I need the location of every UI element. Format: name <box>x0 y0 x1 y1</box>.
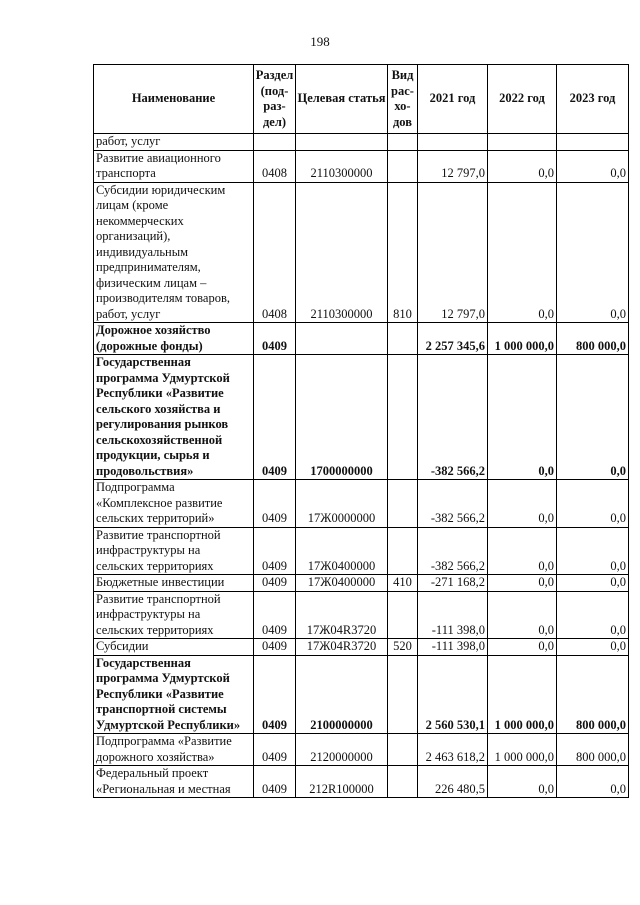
cell-section <box>254 134 296 151</box>
col-header-target: Целевая статья <box>296 65 388 134</box>
cell-name: Субсидии юридическим лицам (кроме некоммерческих организаций), индивидуальным предпринимателям, физическим лицам – производителям товаров, работ, услуг <box>94 182 254 323</box>
cell-y2021: 12 797,0 <box>418 182 488 323</box>
col-header-2021: 2021 год <box>418 65 488 134</box>
cell-name: Государственная программа Удмуртской Республики «Развитие сельского хозяйства и регулирования рынков сельскохозяйственной продукции, сырья и продовольствия» <box>94 355 254 480</box>
cell-name: Подпрограмма «Развитие дорожного хозяйства» <box>94 734 254 766</box>
cell-section: 0409 <box>254 591 296 639</box>
page-number: 198 <box>310 34 330 49</box>
cell-expense: 410 <box>388 575 418 592</box>
cell-y2021: -382 566,2 <box>418 480 488 528</box>
cell-y2022: 0,0 <box>488 575 557 592</box>
cell-section: 0408 <box>254 182 296 323</box>
cell-target: 2120000000 <box>296 734 388 766</box>
cell-expense <box>388 734 418 766</box>
col-header-2023: 2023 год <box>557 65 629 134</box>
table-row <box>94 527 629 575</box>
cell-target: 212R100000 <box>296 766 388 798</box>
cell-expense <box>388 527 418 575</box>
cell-y2022: 1 000 000,0 <box>488 734 557 766</box>
table-row <box>94 134 629 151</box>
cell-y2021: -111 398,0 <box>418 591 488 639</box>
cell-name: Субсидии <box>94 639 254 656</box>
cell-target: 2110300000 <box>296 150 388 182</box>
cell-name: Государственная программа Удмуртской Республики «Развитие транспортной системы Удмуртской Республики» <box>94 655 254 734</box>
cell-section: 0408 <box>254 150 296 182</box>
cell-target: 17Ж0400000 <box>296 527 388 575</box>
cell-name: Федеральный проект «Региональная и местная <box>94 766 254 798</box>
cell-expense: 810 <box>388 182 418 323</box>
cell-section: 0409 <box>254 575 296 592</box>
cell-section: 0409 <box>254 323 296 355</box>
table-row <box>94 575 629 592</box>
cell-name: Дорожное хозяйство (дорожные фонды) <box>94 323 254 355</box>
cell-section: 0409 <box>254 527 296 575</box>
cell-y2023: 0,0 <box>557 575 629 592</box>
cell-name: работ, услуг <box>94 134 254 151</box>
cell-y2022: 1 000 000,0 <box>488 323 557 355</box>
cell-expense <box>388 655 418 734</box>
cell-y2022: 0,0 <box>488 527 557 575</box>
cell-name: Развитие транспортной инфраструктуры на сельских территориях <box>94 591 254 639</box>
cell-section: 0409 <box>254 639 296 656</box>
table-row <box>94 480 629 528</box>
cell-y2023: 0,0 <box>557 591 629 639</box>
budget-table <box>93 64 629 798</box>
cell-expense <box>388 150 418 182</box>
cell-section: 0409 <box>254 655 296 734</box>
table-row <box>94 182 629 323</box>
cell-y2022: 0,0 <box>488 182 557 323</box>
cell-y2022: 0,0 <box>488 150 557 182</box>
cell-target: 17Ж0000000 <box>296 480 388 528</box>
cell-target: 1700000000 <box>296 355 388 480</box>
cell-section: 0409 <box>254 480 296 528</box>
table-row <box>94 591 629 639</box>
cell-y2021: 226 480,5 <box>418 766 488 798</box>
cell-y2023: 800 000,0 <box>557 323 629 355</box>
cell-expense <box>388 480 418 528</box>
cell-y2023: 0,0 <box>557 639 629 656</box>
cell-target <box>296 323 388 355</box>
cell-expense <box>388 591 418 639</box>
cell-y2022: 0,0 <box>488 591 557 639</box>
cell-y2022: 0,0 <box>488 639 557 656</box>
table-row <box>94 655 629 734</box>
table-row <box>94 639 629 656</box>
cell-y2022: 0,0 <box>488 355 557 480</box>
cell-name: Развитие авиационного транспорта <box>94 150 254 182</box>
cell-section: 0409 <box>254 355 296 480</box>
cell-y2021: 2 560 530,1 <box>418 655 488 734</box>
cell-y2023: 0,0 <box>557 150 629 182</box>
table-row <box>94 734 629 766</box>
table-row <box>94 355 629 480</box>
cell-y2021 <box>418 134 488 151</box>
cell-expense <box>388 134 418 151</box>
cell-y2023 <box>557 134 629 151</box>
cell-y2023: 800 000,0 <box>557 655 629 734</box>
cell-expense: 520 <box>388 639 418 656</box>
cell-y2021: -111 398,0 <box>418 639 488 656</box>
cell-target: 2110300000 <box>296 182 388 323</box>
table-row <box>94 323 629 355</box>
table-row <box>94 150 629 182</box>
cell-y2021: 2 257 345,6 <box>418 323 488 355</box>
cell-section: 0409 <box>254 734 296 766</box>
cell-y2021: -382 566,2 <box>418 527 488 575</box>
table-row <box>94 766 629 798</box>
cell-y2023: 0,0 <box>557 355 629 480</box>
cell-y2021: -271 168,2 <box>418 575 488 592</box>
table-body <box>94 134 629 798</box>
col-header-section: Раздел (под-раз-дел) <box>254 65 296 134</box>
cell-target <box>296 134 388 151</box>
cell-section: 0409 <box>254 766 296 798</box>
cell-y2022 <box>488 134 557 151</box>
cell-y2021: 2 463 618,2 <box>418 734 488 766</box>
cell-y2022: 0,0 <box>488 480 557 528</box>
cell-y2023: 0,0 <box>557 766 629 798</box>
cell-y2022: 1 000 000,0 <box>488 655 557 734</box>
cell-y2023: 0,0 <box>557 182 629 323</box>
cell-expense <box>388 766 418 798</box>
cell-name: Бюджетные инвестиции <box>94 575 254 592</box>
cell-expense <box>388 355 418 480</box>
cell-target: 17Ж04R3720 <box>296 639 388 656</box>
cell-y2023: 800 000,0 <box>557 734 629 766</box>
col-header-2022: 2022 год <box>488 65 557 134</box>
cell-target: 2100000000 <box>296 655 388 734</box>
col-header-expense: Вид рас-хо-дов <box>388 65 418 134</box>
cell-y2022: 0,0 <box>488 766 557 798</box>
cell-name: Подпрограмма «Комплексное развитие сельских территорий» <box>94 480 254 528</box>
cell-y2023: 0,0 <box>557 527 629 575</box>
cell-y2021: -382 566,2 <box>418 355 488 480</box>
cell-expense <box>388 323 418 355</box>
header-row <box>94 65 629 134</box>
cell-name: Развитие транспортной инфраструктуры на сельских территориях <box>94 527 254 575</box>
cell-y2021: 12 797,0 <box>418 150 488 182</box>
col-header-name: Наименование <box>94 65 254 134</box>
cell-y2023: 0,0 <box>557 480 629 528</box>
cell-target: 17Ж0400000 <box>296 575 388 592</box>
cell-target: 17Ж04R3720 <box>296 591 388 639</box>
